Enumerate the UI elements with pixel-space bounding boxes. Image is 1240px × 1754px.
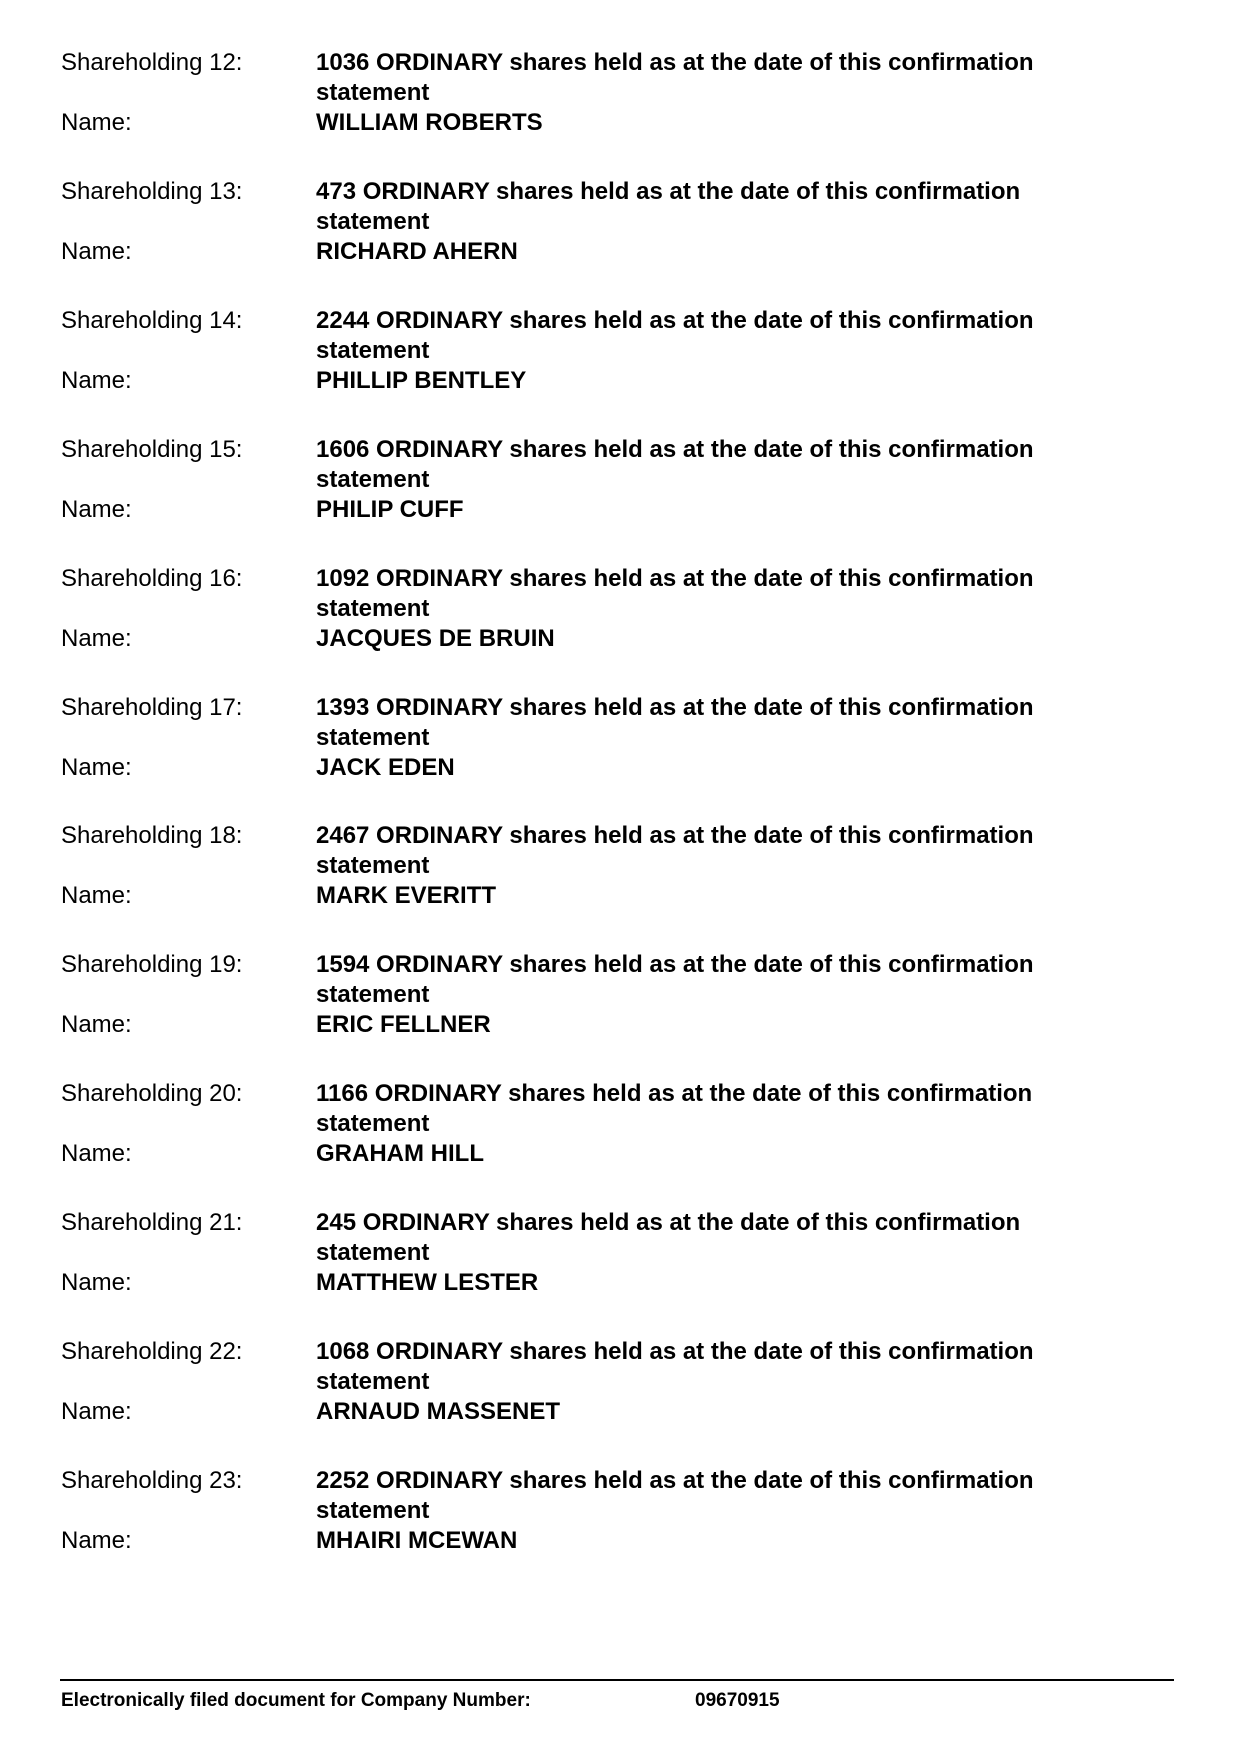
shareholder-name: PHILIP CUFF bbox=[316, 496, 464, 523]
name-label: Name: bbox=[61, 367, 132, 394]
name-label: Name: bbox=[61, 1011, 132, 1038]
shares-held-text: 473 ORDINARY shares held as at the date of this confirmation statement bbox=[316, 178, 1021, 235]
shareholding-label: Shareholding 13: bbox=[61, 178, 243, 205]
shareholding-label: Shareholding 20: bbox=[61, 1080, 243, 1107]
shareholder-name: ERIC FELLNER bbox=[316, 1011, 491, 1038]
footer-filed-statement: Electronically filed document for Company Number: bbox=[61, 1690, 531, 1711]
shares-held-text: 2244 ORDINARY shares held as at the date of this confirmation statement bbox=[316, 307, 1034, 364]
shareholding-entry bbox=[0, 306, 1240, 416]
company-number: 09670915 bbox=[695, 1690, 780, 1711]
shareholding-entry bbox=[0, 693, 1240, 803]
shareholding-label: Shareholding 22: bbox=[61, 1338, 243, 1365]
name-label: Name: bbox=[61, 1140, 132, 1167]
shares-held-text: 2252 ORDINARY shares held as at the date of this confirmation statement bbox=[316, 1467, 1034, 1524]
shareholding-label: Shareholding 14: bbox=[61, 307, 243, 334]
shares-held-text: 1606 ORDINARY shares held as at the date of this confirmation statement bbox=[316, 436, 1034, 493]
shareholder-name: WILLIAM ROBERTS bbox=[316, 109, 543, 136]
shareholding-entry bbox=[0, 950, 1240, 1060]
shareholding-label: Shareholding 21: bbox=[61, 1209, 243, 1236]
shareholding-label: Shareholding 18: bbox=[61, 822, 243, 849]
shareholding-label: Shareholding 17: bbox=[61, 694, 243, 721]
shareholding-entry bbox=[0, 435, 1240, 545]
shareholding-label: Shareholding 19: bbox=[61, 951, 243, 978]
name-label: Name: bbox=[61, 625, 132, 652]
shareholder-name: ARNAUD MASSENET bbox=[316, 1398, 561, 1425]
shareholding-label: Shareholding 15: bbox=[61, 436, 243, 463]
shareholding-entry bbox=[0, 1337, 1240, 1447]
shareholder-name: JACK EDEN bbox=[316, 754, 455, 781]
name-label: Name: bbox=[61, 1398, 132, 1425]
name-label: Name: bbox=[61, 1269, 132, 1296]
name-label: Name: bbox=[61, 754, 132, 781]
footer-divider bbox=[60, 1679, 1174, 1681]
shares-held-text: 245 ORDINARY shares held as at the date of this confirmation statement bbox=[316, 1209, 1021, 1266]
name-label: Name: bbox=[61, 496, 132, 523]
shareholder-name: PHILLIP BENTLEY bbox=[316, 367, 527, 394]
shareholder-name: RICHARD AHERN bbox=[316, 238, 518, 265]
shareholding-label: Shareholding 23: bbox=[61, 1467, 243, 1494]
shareholder-name: MARK EVERITT bbox=[316, 882, 496, 909]
shareholder-name: JACQUES DE BRUIN bbox=[316, 625, 555, 652]
shareholder-name: GRAHAM HILL bbox=[316, 1140, 484, 1167]
shareholding-label: Shareholding 16: bbox=[61, 565, 243, 592]
shareholder-name: MATTHEW LESTER bbox=[316, 1269, 539, 1296]
shares-held-text: 1166 ORDINARY shares held as at the date of this confirmation statement bbox=[316, 1080, 1033, 1137]
shares-held-text: 1594 ORDINARY shares held as at the date of this confirmation statement bbox=[316, 951, 1034, 1008]
shareholding-entry bbox=[0, 1466, 1240, 1576]
name-label: Name: bbox=[61, 882, 132, 909]
shareholding-entry bbox=[0, 48, 1240, 158]
shares-held-text: 1068 ORDINARY shares held as at the date of this confirmation statement bbox=[316, 1338, 1034, 1395]
shares-held-text: 1036 ORDINARY shares held as at the date of this confirmation statement bbox=[316, 49, 1034, 106]
shares-held-text: 2467 ORDINARY shares held as at the date of this confirmation statement bbox=[316, 822, 1034, 879]
name-label: Name: bbox=[61, 109, 132, 136]
name-label: Name: bbox=[61, 238, 132, 265]
shareholding-entry bbox=[0, 821, 1240, 931]
shareholding-label: Shareholding 12: bbox=[61, 49, 243, 76]
shareholding-entry bbox=[0, 1079, 1240, 1189]
shares-held-text: 1092 ORDINARY shares held as at the date of this confirmation statement bbox=[316, 565, 1034, 622]
shareholder-name: MHAIRI MCEWAN bbox=[316, 1527, 518, 1554]
name-label: Name: bbox=[61, 1527, 132, 1554]
shareholding-entry bbox=[0, 564, 1240, 674]
shareholding-entry bbox=[0, 1208, 1240, 1318]
shareholding-entry bbox=[0, 177, 1240, 287]
shares-held-text: 1393 ORDINARY shares held as at the date of this confirmation statement bbox=[316, 694, 1034, 751]
